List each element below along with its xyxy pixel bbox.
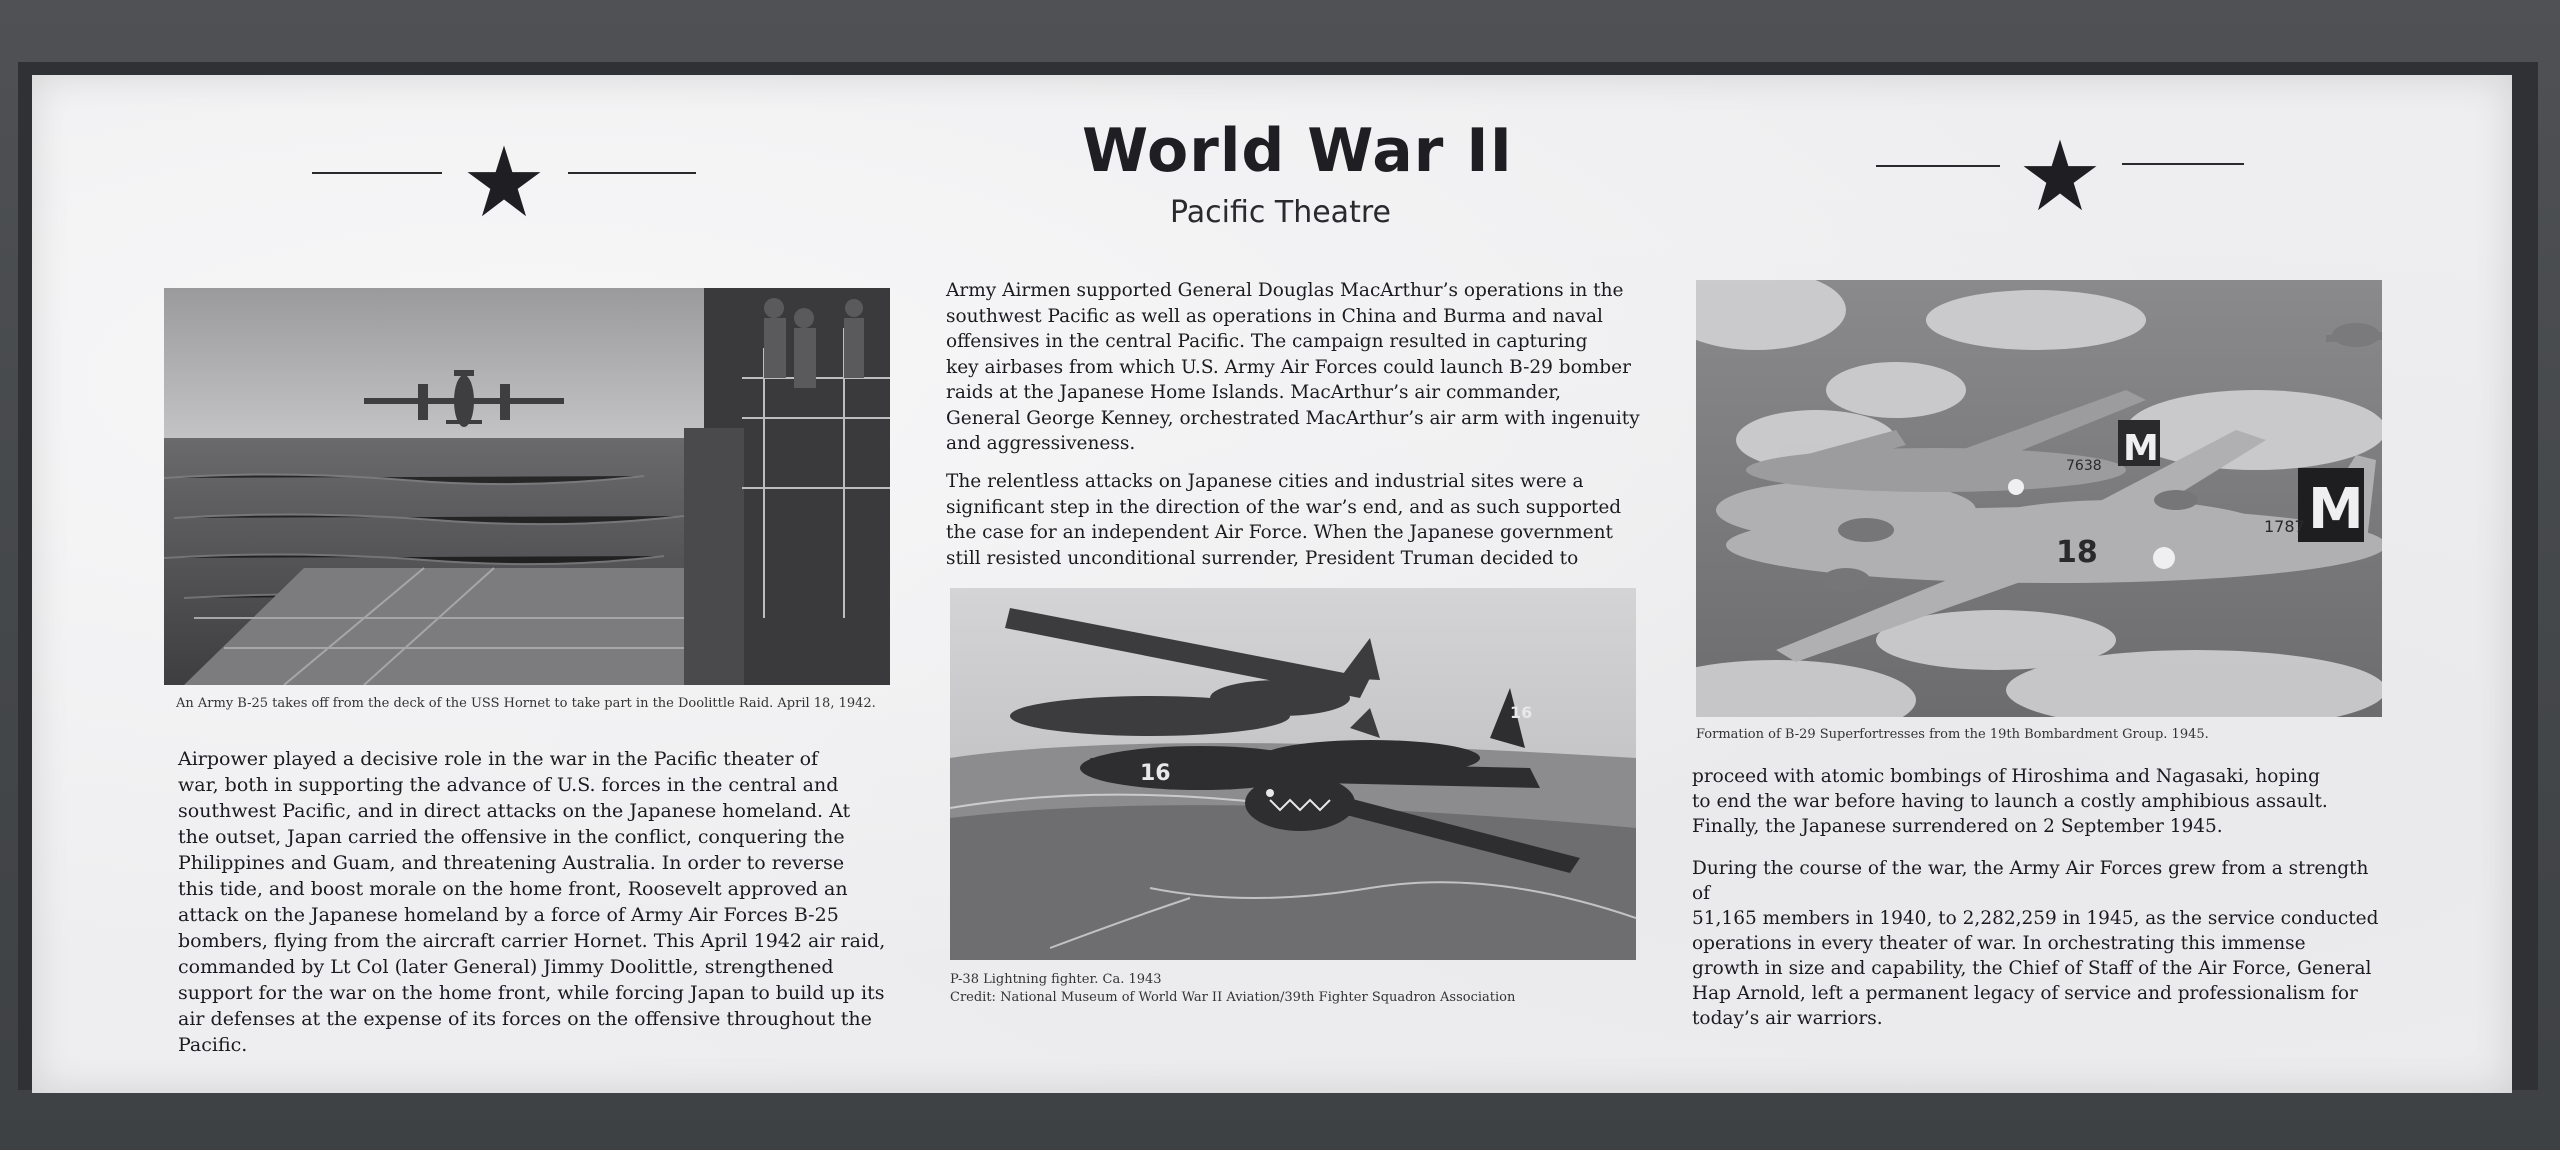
left-rule-2 [568, 172, 696, 174]
b25-photo [164, 288, 890, 685]
b29-serial-2: 7638 [2066, 458, 2102, 474]
p38-nose-marking: 16 [1140, 761, 1171, 786]
right-paragraph-1: proceed with atomic bombings of Hiroshima and Nagasaki, hoping to end the war before having to launch a costly amphibious assault. Finally, the Japanese surrendered on 2 September 1945. [1692, 766, 2328, 837]
p38-credit: Credit: National Museum of World War II Aviation/39th Fighter Squadron Association [950, 990, 1516, 1005]
p38-tail-marking: 16 [1510, 703, 1533, 722]
left-rule-1 [312, 172, 442, 174]
b29-tail-letter-2: M [2123, 428, 2159, 469]
right-paragraph-2: During the course of the war, the Army Air Forces grew from a strength of 51,165 members in 1940, to 2,282,259 in 1945, as the service conducted operations in every theater of war. In orchestrating this immense growth in size and capability, the Chief of Staff of the Air Force, General Hap Arnold, left a permanent legacy of service and professionalism for today’s air warriors. [1692, 858, 2379, 1029]
star-icon [466, 144, 542, 220]
b29-fuselage-number: 18 [2056, 535, 2098, 570]
b25-caption: An Army B-25 takes off from the deck of the USS Hornet to take part in the Doolittle Raid. April 18, 1942. [176, 696, 876, 711]
page-subtitle: Pacific Theatre [1170, 195, 1391, 230]
right-rule-1 [1876, 165, 2000, 167]
p38-caption: P-38 Lightning fighter. Ca. 1943 [950, 972, 1162, 987]
star-icon [2022, 138, 2098, 214]
b29-caption: Formation of B-29 Superfortresses from the 19th Bombardment Group. 1945. [1696, 727, 2209, 742]
page-title: World War II [1082, 116, 1513, 186]
right-rule-2 [2122, 163, 2244, 165]
b29-photo [1696, 280, 2382, 717]
b29-tail-letter: M [2308, 477, 2364, 542]
b29-serial-1: 1787 [2264, 517, 2305, 536]
left-paragraph: Airpower played a decisive role in the war in the Pacific theater of war, both in supporting the advance of U.S. forces in the central and southwest Pacific, and in direct attacks on the Japanese homeland. At the outset, Japan carried the offensive in the conflict, conquering the Philippines and Guam, and threatening Australia. In order to reverse this tide, and boost morale on the home front, Roosevelt approved an attack on the Japanese homeland by a force of Army Air Forces B-25 bombers, flying from the aircraft carrier Hornet. This April 1942 air raid, commanded by Lt Col (later General) Jimmy Doolittle, strengthened support for the war on the home front, while forcing Japan to build up its air defenses at the expense of its forces on the offensive throughout the Pacific. [178, 748, 886, 1056]
p38-photo [950, 588, 1636, 960]
middle-paragraph-1: Army Airmen supported General Douglas MacArthur’s operations in the southwest Pacific as well as operations in China and Burma and naval offensives in the central Pacific. The campaign resulted in capturing key airbases from which U.S. Army Air Forces could launch B-29 bomber raids at the Japanese Home Islands. MacArthur’s air commander, General George Kenney, orchestrated MacArthur’s air arm with ingenuity and aggressiveness. [946, 280, 1640, 454]
middle-paragraph-2: The relentless attacks on Japanese cities and industrial sites were a significant step in the direction of the war’s end, and as such supported the case for an independent Air Force. When the Japanese government still resisted unconditional surrender, President Truman decided to [946, 471, 1622, 569]
